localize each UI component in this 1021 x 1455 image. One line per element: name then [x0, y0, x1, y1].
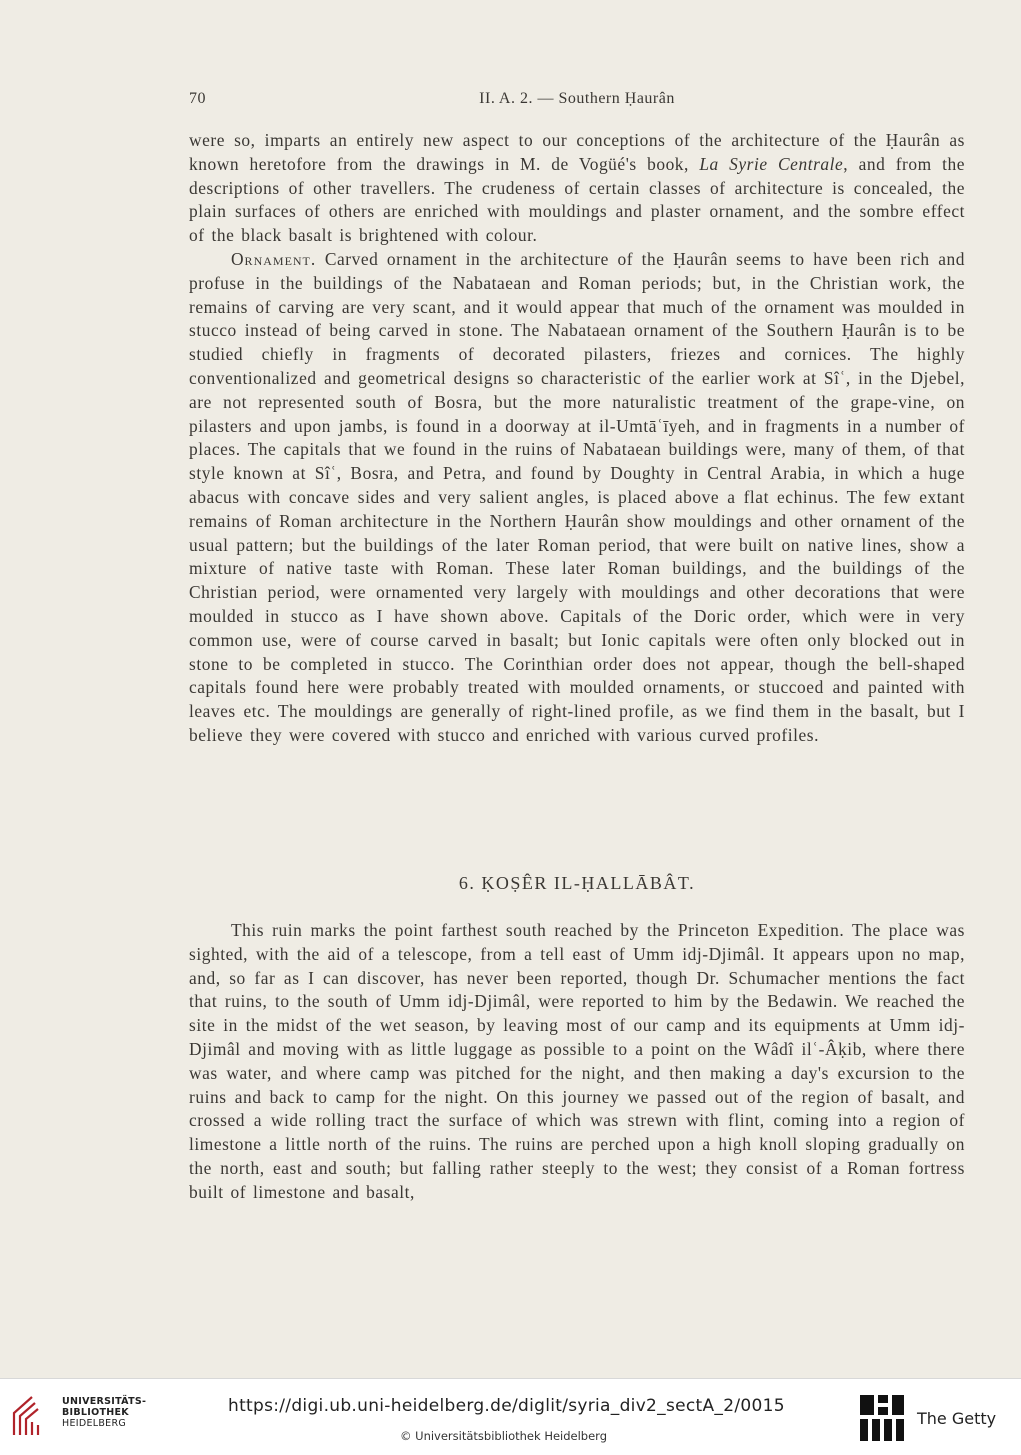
paragraph-continuation: were so, imparts an entirely new aspect to our conceptions of the architecture of the Ḥaurân as known heretofore from the drawings in M. de Vogüé's book, La Syrie Centrale, and from the descriptions of other travellers. The crudeness of certain classes of architecture is concealed, the plain surfaces of others are enriched with mouldings and plaster ornament, and the sombre effect of the black basalt is brightened with colour.: [189, 130, 965, 246]
university-library-logo-icon: [8, 1391, 58, 1441]
copyright-notice: © Universitätsbibliothek Heidelberg: [400, 1429, 608, 1443]
paragraph-ornament: Ornament. Carved ornament in the architecture of the Ḥaurân seems to have been rich and profuse in the buildings of the Nabataean and Roman periods; but, in the Christian work, the remains of carving are very scant, and it would appear that much of the ornament was moulded in stucco instead of being carved in stone. The Nabataean ornament of the Southern Ḥaurân is to be studied chiefly in fragments of decorated pilasters, friezes and cornices. The highly conventionalized and geometrical designs so characteristic of the earlier work at Sîʿ, in the Djebel, are not represented south of Bosra, but the more naturalistic treatment of the grape-vine, on pilasters and upon jambs, is found in a doorway at il-Umtāʿīyeh, and in fragments in a number of places. The capitals that we found in the ruins of Nabataean buildings were, many of them, of that style known at Sîʿ, Bosra, and Petra, and found by Doughty in Central Arabia, in which a huge abacus with concave sides and very salient angles, is placed above a flat echinus. The few extant remains of Roman architecture in the Northern Ḥaurân show mouldings and other ornament of the usual pattern; but the buildings of the later Roman period, that were built on native lines, show a mixture of native taste with Roman. These later Roman buildings, and the buildings of the Christian period, were ornamented very largely with mouldings and other decorations that were moulded in stucco as I have shown above. Capitals of the Doric order, which were in very common use, were of course carved in basalt; but Ionic capitals were often only blocked out in stone to be completed in stucco. The Corinthian order does not appear, though the bell-shaped capitals found here were probably treated with moulded ornaments, or stuccoed and painted with leaves etc. The mouldings are generally of right-lined profile, as we find them in the basalt, but I believe they were covered with stucco and enriched with various curved profiles.: [189, 248, 965, 745]
permalink-url[interactable]: https://digi.ub.uni-heidelberg.de/diglit/syria_div2_sectA_2/0015: [228, 1396, 785, 1416]
library-name: UNIVERSITÄTS- BIBLIOTHEK HEIDELBERG: [62, 1396, 147, 1429]
viewer-footer: [0, 1378, 1021, 1455]
page-number: 70: [189, 90, 206, 107]
body-text-upper: [189, 129, 965, 748]
chapter-heading: 6. ḲOṢÊR IL-ḤALLĀBÂT.: [458, 873, 696, 893]
getty-logo-icon: [858, 1393, 906, 1445]
running-head: [189, 90, 965, 114]
ornament-label: Ornament.: [231, 248, 317, 269]
getty-label: The Getty: [917, 1409, 997, 1428]
book-title: La Syrie Centrale: [699, 153, 844, 174]
paragraph-koser: This ruin marks the point farthest south reached by the Princeton Expedition. The place was sighted, with the aid of a telescope, from a tell east of Umm idj-Djimâl. It appears upon no map, and, so far as I can discover, has never been reported, though Dr. Schumacher mentions the fact that ruins, to the south of Umm idj-Djimâl, were reported to him by the Bedawin. We reached the site in the midst of the wet season, by leaving most of our camp and its equipments at Umm idj-Djimâl and moving with as little luggage as possible to a point on the Wâdî ilʿ-Âḳib, where there was water, and where camp was pitched for the night, and then making a day's excursion to the ruins and back to camp for the night. On this journey we passed out of the region of basalt, and crossed a wide rolling tract the surface of which was strewn with flint, coming into a region of limestone a little north of the ruins. The ruins are perched upon a high knoll sloping gradually on the north, east and south; but falling rather steeply to the west; they consist of a Roman fortress built of limestone and basalt,: [189, 920, 965, 1202]
section-title: II. A. 2. — Southern Ḥaurân: [479, 90, 675, 107]
body-text-lower: [189, 919, 965, 1205]
